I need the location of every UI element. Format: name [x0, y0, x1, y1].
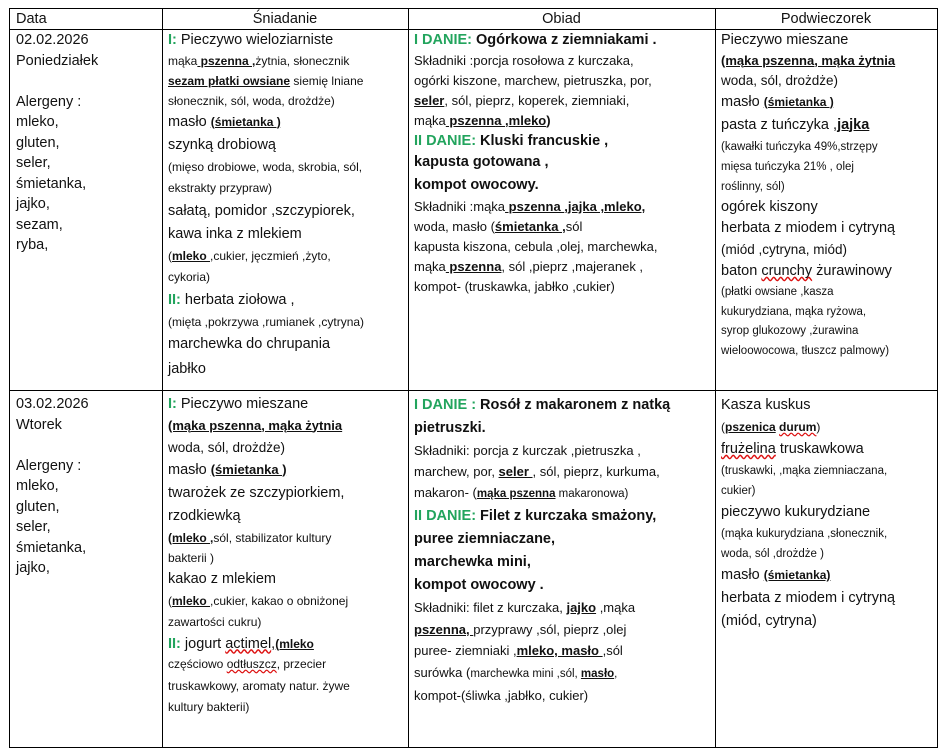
- ingredient-text: woda, sól ,drożdże ): [721, 548, 824, 560]
- breakfast-cell: [162, 30, 408, 382]
- ingredient-text: kukurydziana, mąka ryżowa,: [721, 305, 867, 318]
- dish-name: pieczywo kukurydziane: [721, 504, 871, 520]
- dish-name: pasta z tuńczyka ,: [721, 116, 838, 133]
- dish-name: Filet z kurczaka smażony,: [476, 508, 657, 524]
- allergen-highlight: pszenna ,: [197, 53, 256, 68]
- ingredient-text: odtłuszcz: [226, 657, 277, 671]
- allergen-highlight: durum: [779, 420, 817, 434]
- ingredient-text: mąka: [168, 53, 198, 68]
- ingredient-text: (miód, cytryna): [721, 613, 817, 629]
- allergen-highlight: mleko, masło: [516, 643, 603, 658]
- meal-tag: I:: [168, 396, 177, 412]
- ingredient-text: marchewka mini ,sól,: [470, 667, 581, 680]
- ingredient-text: (mięta ,pokrzywa ,rumianek ,cytryna): [168, 314, 365, 329]
- ingredient-text: Składniki: filet z kurczaka,: [414, 600, 567, 615]
- ingredient-text: woda, masło (: [414, 219, 495, 234]
- dish-name: jabłko: [168, 361, 206, 377]
- allergen-highlight: jajka ,mleko,: [567, 199, 646, 214]
- meal-tag: I DANIE :: [414, 397, 477, 413]
- allergen-highlight: pszenna,: [414, 621, 474, 637]
- dish-name: masło: [721, 93, 764, 110]
- ingredient-text: , sól, pieprz, koperek, ziemniaki,: [444, 92, 630, 108]
- ingredient-text: , sól, pieprz, kurkuma,: [532, 464, 660, 479]
- allergen-highlight: (mleko: [275, 636, 314, 651]
- ingredient-text: ,sól: [602, 643, 623, 658]
- snack-cell: [715, 394, 937, 633]
- allergen-highlight: jajko: [566, 600, 597, 615]
- header-lunch: Obiad: [542, 11, 581, 27]
- allergen-item: gluten,: [16, 134, 60, 151]
- ingredient-text: , sól ,pieprz ,majeranek ,: [501, 259, 644, 274]
- dish-name: szynką drobiową: [168, 136, 276, 153]
- dish-name: kawa inka z mlekiem: [168, 225, 302, 242]
- ingredient-text: truskawkowy, aromaty natur. żywe: [168, 678, 350, 693]
- allergen-highlight: mąka pszenna: [476, 488, 556, 500]
- ingredient-text: (płatki owsiane ,kasza: [721, 286, 834, 298]
- dish-name: actimel: [225, 635, 272, 652]
- meal-tag: II DANIE:: [414, 132, 477, 149]
- allergen-highlight: (mąka pszenna, mąka żytnia: [168, 417, 343, 433]
- ingredient-text: częściowo: [168, 657, 227, 671]
- ingredient-text: (: [168, 248, 172, 263]
- allergen-highlight: (mleko ,: [168, 530, 214, 545]
- day-weekday: Poniedziałek: [16, 52, 99, 69]
- dish-name: masło: [168, 113, 211, 130]
- dish-name: Ogórkowa z ziemniakami .: [472, 32, 657, 48]
- day-date: 02.02.2026: [16, 32, 89, 48]
- dish-name: Kasza kuskus: [721, 397, 811, 413]
- ingredient-text: makaron- (: [414, 485, 477, 500]
- ingredient-text: zawartości cukru): [168, 615, 262, 629]
- allergen-item: gluten,: [16, 498, 60, 515]
- dish-name: kakao z mlekiem: [168, 570, 276, 587]
- ingredient-text: kompot-(śliwka ,jabłko, cukier): [414, 688, 589, 703]
- dish-name: Kluski francuskie ,: [476, 132, 609, 149]
- ingredient-text: cykoria): [168, 270, 211, 284]
- allergen-highlight: pszenica: [725, 420, 776, 434]
- dish-name: baton: [721, 263, 762, 279]
- ingredient-text: puree- ziemniaki ,: [414, 643, 517, 658]
- ingredient-text: woda, sól, drożdże): [168, 439, 286, 455]
- ingredient-text: ,: [564, 199, 568, 214]
- allergen-highlight: sezam płatki owsiane: [168, 73, 291, 88]
- ingredient-text: żytnia, słonecznik: [255, 53, 350, 68]
- allergen-highlight: mleko: [508, 112, 547, 128]
- allergens-label: Alergeny :: [16, 457, 82, 474]
- ingredient-text: słonecznik, sól, woda, drożdże): [168, 93, 335, 108]
- ingredient-text: (mąka kukurydziana ,słonecznik,: [721, 528, 888, 540]
- ingredient-text: cukier): [721, 485, 756, 497]
- ingredient-text: ,: [505, 112, 509, 128]
- dish-name: masło: [721, 567, 764, 583]
- allergen-highlight: śmietanka ,: [494, 219, 566, 234]
- allergen-highlight: (śmietanka): [763, 568, 831, 582]
- allergen-highlight: seler: [498, 464, 533, 479]
- ingredient-text: sól: [565, 219, 583, 234]
- ingredient-text: ekstrakty przypraw): [168, 181, 273, 195]
- ingredient-text: (kawałki tuńczyka 49%,strzępy: [721, 140, 878, 153]
- dish-name: żurawinowy: [812, 263, 892, 279]
- allergen-highlight: (śmietanka ): [763, 94, 834, 109]
- allergen-highlight: pszenna: [445, 259, 502, 274]
- header-snack: Podwieczorek: [780, 11, 872, 27]
- day-weekday: Wtorek: [16, 416, 62, 433]
- ingredient-text: ): [546, 112, 551, 128]
- dish-name: kapusta gotowana ,: [414, 154, 549, 170]
- ingredient-text: ,: [614, 667, 618, 680]
- ingredient-text: ): [816, 420, 821, 434]
- row-divider: [10, 390, 937, 391]
- dish-name: herbata z miodem i cytryną: [721, 220, 896, 236]
- allergen-highlight: masło: [580, 667, 615, 680]
- ingredient-text: mąka: [414, 112, 446, 128]
- menu-table: [9, 8, 938, 748]
- dish-name: herbata z miodem i cytryną: [721, 590, 896, 606]
- allergen-item: ryba,: [16, 237, 49, 253]
- ingredient-text: (: [168, 593, 172, 608]
- ingredient-text: makaronowa): [555, 488, 629, 500]
- header-date: Data: [16, 11, 47, 27]
- lunch-cell: [408, 394, 715, 707]
- dish-name: rzodkiewką: [168, 507, 241, 524]
- ingredient-text: woda, sól, drożdże): [721, 72, 839, 88]
- dish-name: sałatą, pomidor ,szczypiorek,: [168, 202, 355, 219]
- allergen-item: mleko,: [16, 114, 59, 130]
- dish-name: ,: [271, 635, 276, 652]
- dish-name: pietruszki.: [414, 420, 486, 436]
- allergen-item: jajko,: [16, 560, 50, 576]
- dish-name: kompot owocowy .: [414, 577, 544, 593]
- ingredient-text: (: [721, 420, 725, 434]
- meal-tag: II:: [168, 635, 181, 652]
- allergen-highlight: (śmietanka ): [210, 461, 287, 477]
- dish-name: kompot owocowy.: [414, 177, 539, 193]
- ingredient-text: siemię lniane: [290, 73, 364, 88]
- allergen-highlight: pszenna: [505, 199, 565, 214]
- ingredient-text: kompot- (truskawka, jabłko ,cukier): [414, 279, 615, 294]
- allergen-highlight: mleko: [172, 593, 211, 608]
- ingredient-text: , przecier: [276, 657, 327, 671]
- meal-tag: I DANIE:: [414, 32, 472, 48]
- allergen-item: seler,: [16, 155, 51, 171]
- allergens-label: Alergeny :: [16, 93, 82, 110]
- header-breakfast: Śniadanie: [252, 11, 318, 27]
- ingredient-text: mięsa tuńczyka 21% , olej: [721, 160, 854, 173]
- allergen-highlight: (śmietanka ): [210, 114, 281, 129]
- ingredient-text: przyprawy ,sól, pieprz ,olej: [473, 621, 627, 637]
- ingredient-text: ,cukier, kakao o obniżonej: [210, 593, 349, 608]
- ingredient-text: mąka: [414, 259, 446, 274]
- allergen-item: seler,: [16, 519, 51, 535]
- allergen-item: śmietanka,: [16, 175, 87, 192]
- day-date: 03.02.2026: [16, 396, 89, 412]
- dish-name: puree ziemniaczane,: [414, 531, 556, 547]
- ingredient-text: ,mąka: [596, 600, 636, 615]
- ingredient-text: bakterii ): [168, 550, 215, 565]
- allergen-highlight: (mąka pszenna, mąka żytnia: [721, 52, 896, 68]
- ingredient-text: wieloowocowa, tłuszcz palmowy): [721, 344, 890, 357]
- ingredient-text: sól, stabilizator kultury: [213, 530, 332, 545]
- lunch-cell: [408, 30, 715, 297]
- dish-name: Pieczywo mieszane: [721, 32, 849, 48]
- allergen-item: jajko,: [16, 196, 50, 212]
- allergen-item: śmietanka,: [16, 539, 87, 556]
- dish-name: marchewka do chrupania: [168, 336, 331, 352]
- allergen-highlight: mleko: [172, 248, 211, 263]
- dish-name: Pieczywo mieszane: [176, 396, 309, 412]
- ingredient-text: Składniki :porcja rosołowa z kurczaka,: [414, 52, 634, 68]
- allergen-item: mleko,: [16, 478, 59, 494]
- ingredient-text: syrop glukozowy ,żurawina: [721, 325, 859, 337]
- dish-name: ogórek kiszony: [721, 198, 818, 215]
- ingredient-text: kultury bakterii): [168, 700, 250, 714]
- meal-tag: II DANIE:: [414, 508, 477, 524]
- ingredient-text: ogórki kiszone, marchew, pietruszka, por,: [414, 72, 652, 88]
- ingredient-text: kapusta kiszona, cebula ,olej, marchewka,: [414, 239, 658, 254]
- meal-tag: II:: [168, 291, 181, 308]
- ingredient-text: (miód ,cytryna, miód): [721, 242, 848, 257]
- meal-tag: I:: [168, 32, 177, 48]
- snack-cell: [715, 30, 937, 361]
- ingredient-text: (mięso drobiowe, woda, skrobia, sól,: [168, 159, 363, 174]
- dish-name: masło: [168, 461, 211, 478]
- allergen-highlight: jajka: [837, 116, 870, 133]
- ingredient-text: Składniki :mąka: [414, 199, 506, 214]
- dish-name: frużelina: [721, 441, 776, 457]
- allergen-item: sezam,: [16, 216, 63, 233]
- ingredient-text: ,cukier, jęczmień ,żyto,: [210, 248, 331, 263]
- dish-name: truskawkowa: [775, 441, 864, 457]
- breakfast-cell: [162, 394, 408, 719]
- ingredient-text: Składniki: porcja z kurczak ,pietruszka ,: [414, 443, 641, 458]
- day-cell: [10, 30, 162, 256]
- dish-name: crunchy: [761, 263, 813, 279]
- dish-name: Rosół z makaronem z natką: [476, 397, 671, 413]
- day-cell: [10, 394, 162, 579]
- dish-name: Pieczywo wieloziarniste: [176, 32, 334, 48]
- allergen-highlight: seler: [414, 92, 445, 108]
- allergen-highlight: pszenna: [445, 112, 506, 128]
- ingredient-text: (truskawki, ,mąka ziemniaczana,: [721, 465, 888, 477]
- ingredient-text: surówka (: [414, 664, 471, 680]
- dish-name: marchewka mini,: [414, 554, 531, 570]
- dish-name: jogurt: [180, 635, 226, 652]
- dish-name: twarożek ze szczypiorkiem,: [168, 484, 345, 501]
- ingredient-text: marchew, por,: [414, 464, 499, 479]
- dish-name: herbata ziołowa ,: [180, 291, 295, 308]
- ingredient-text: roślinny, sól): [721, 180, 785, 193]
